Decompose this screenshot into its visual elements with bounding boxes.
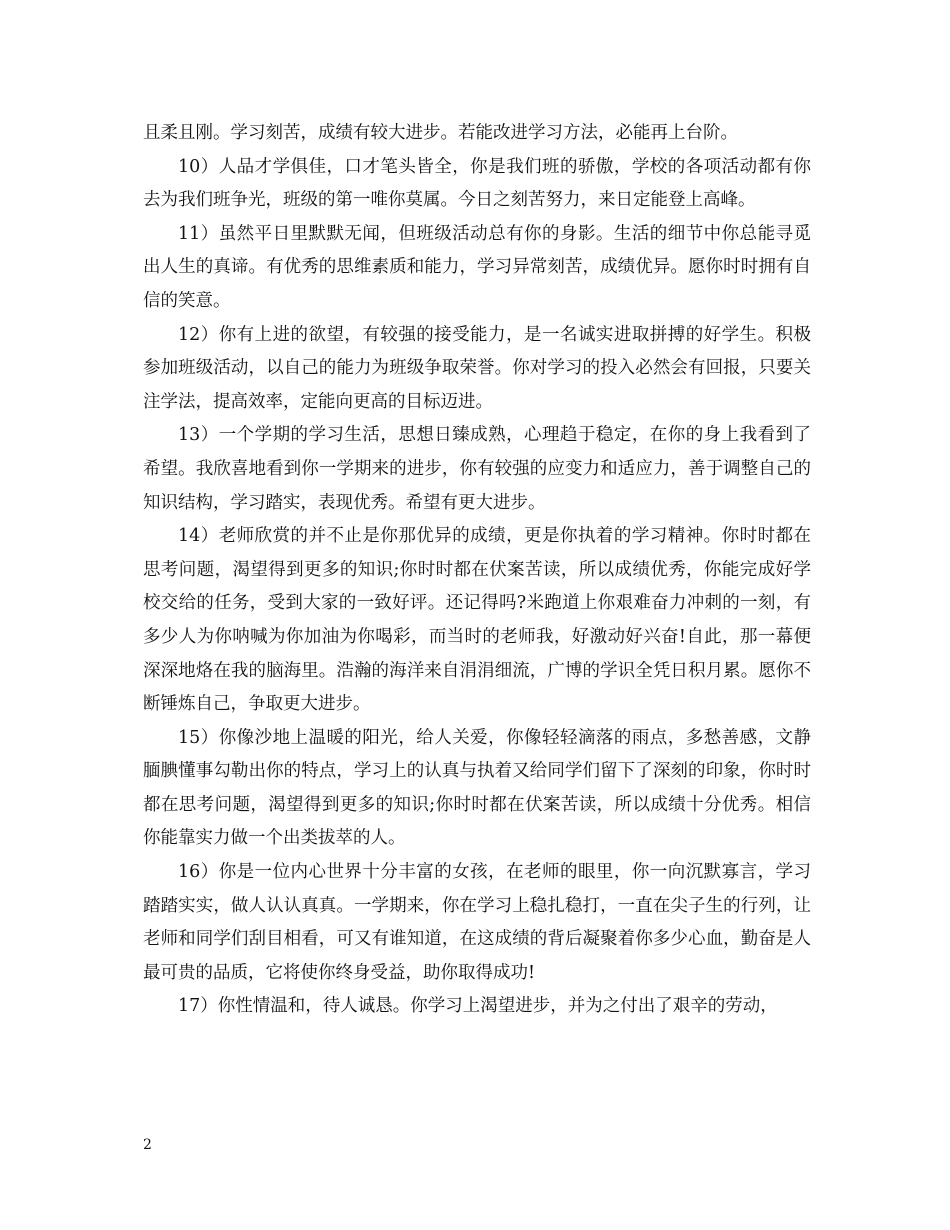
paragraph-15: 15）你像沙地上温暖的阳光，给人关爱，你像轻轻滴落的雨点，多愁善感，文静腼腆懂事勾勒出你的特点，学习上的认真与执着又给同学们留下了深刻的印象，你时时都在思考问题，渴望得到更多的知识;你时时都在伏案苦读，所以成绩十分优秀。相信你能靠实力做一个出类拔萃的人。 bbox=[143, 727, 811, 849]
paragraph-12: 12）你有上进的欲望，有较强的接受能力，是一名诚实进取拼搏的好学生。积极参加班级活动，以自己的能力为班级争取荣誉。你对学习的投入必然会有回报，只要关注学法，提高效率，定能向更高的目标迈进。 bbox=[143, 324, 811, 412]
paragraph-10: 10）人品才学俱佳，口才笔头皆全，你是我们班的骄傲，学校的各项活动都有你去为我们班争光，班级的第一唯你莫属。今日之刻苦努力，来日定能登上高峰。 bbox=[143, 156, 811, 211]
paragraph-16: 16）你是一位内心世界十分丰富的女孩，在老师的眼里，你一向沉默寡言，学习踏踏实实，做人认认真真。一学期来，你在学习上稳扎稳打，一直在尖子生的行列，让老师和同学们刮目相看，可又有谁知道，在这成绩的背后凝聚着你多少心血，勤奋是人最可贵的品质，它将使你终身受益，助你取得成功! bbox=[143, 862, 811, 983]
paragraph-17: 17）你性情温和，待人诚恳。你学习上渴望进步，并为之付出了艰辛的劳动， bbox=[178, 996, 778, 1017]
paragraph-14: 14）老师欣赏的并不止是你那优异的成绩，更是你执着的学习精神。你时时都在思考问题，渴望得到更多的知识;你时时都在伏案苦读，所以成绩优秀，你能完成好学校交给的任务，受到大家的一致好评。还记得吗?米跑道上你艰难奋力冲刺的一刻，有多少人为你呐喊为你加油为你喝彩，而当时的老师我，好激动好兴奋!自此，那一幕便深深地烙在我的脑海里。浩瀚的海洋来自涓涓细流，广博的学识全凭日积月累。愿你不断锤炼自己，争取更大进步。 bbox=[143, 526, 811, 715]
paragraph-11: 11）虽然平日里默默无闻，但班级活动总有你的身影。生活的细节中你总能寻觅出人生的真谛。有优秀的思维素质和能力，学习异常刻苦，成绩优异。愿你时时拥有自信的笑意。 bbox=[143, 223, 811, 311]
page-number: 2 bbox=[143, 1137, 152, 1153]
document-body bbox=[143, 117, 811, 1024]
paragraph-continued: 且柔且刚。学习刻苦，成绩有较大进步。若能改进学习方法，必能再上台阶。 bbox=[143, 123, 738, 143]
paragraph-13: 13）一个学期的学习生活，思想日臻成熟，心理趋于稳定，在你的身上我看到了希望。我欣喜地看到你一学期来的进步，你有较强的应变力和适应力，善于调整自己的知识结构，学习踏实，表现优秀。希望有更大进步。 bbox=[143, 425, 811, 513]
